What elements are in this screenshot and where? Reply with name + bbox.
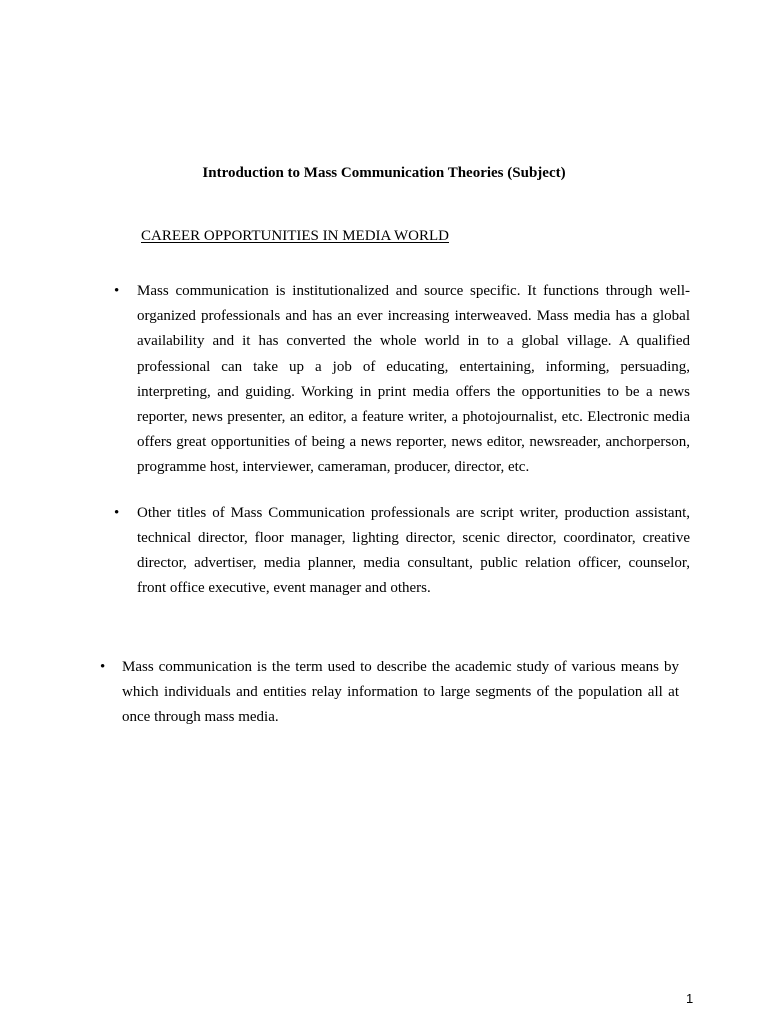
list-item (114, 501, 690, 602)
section-heading: CAREER OPPORTUNITIES IN MEDIA WORLD (141, 228, 449, 244)
bullet-icon: • (114, 504, 120, 521)
bullet-icon: • (114, 283, 120, 299)
definition-bullet-list (100, 655, 679, 731)
list-item (114, 279, 690, 481)
career-bullet-list (114, 279, 690, 601)
list-item (100, 655, 679, 731)
bullet-text: Mass communication is the term used to describe the academic study of various means by which individuals and entities relay information to large segments of the population all at once through mass media. (122, 659, 679, 726)
bullet-icon: • (100, 659, 106, 675)
document-title: Introduction to Mass Communication Theories (Subject) (202, 165, 566, 181)
page-number: 1 (686, 991, 694, 1006)
bullet-text: Other titles of Mass Communication professionals are script writer, production assistant, technical director, floor manager, lighting director, scenic director, coordinator, creative director, advertiser, media planner, media consultant, public relation officer, counselor, front office executive, event manager and others. (137, 504, 690, 597)
bullet-text: Mass communication is institutionalized and source specific. It functions through well-organized professionals and has an ever increasing interweaved. Mass media has a global availability and it has converted the whole world in to a global village. A qualified professional can take up a job of educating, entertaining, informing, persuading, interpreting, and guiding. Working in print media offers the opportunities to be a news reporter, news presenter, an editor, a feature writer, a photojournalist, etc. Electronic media offers great opportunities of being a news reporter, news editor, newsreader, anchorperson, programme host, interviewer, cameraman, producer, director, etc. (137, 283, 690, 476)
